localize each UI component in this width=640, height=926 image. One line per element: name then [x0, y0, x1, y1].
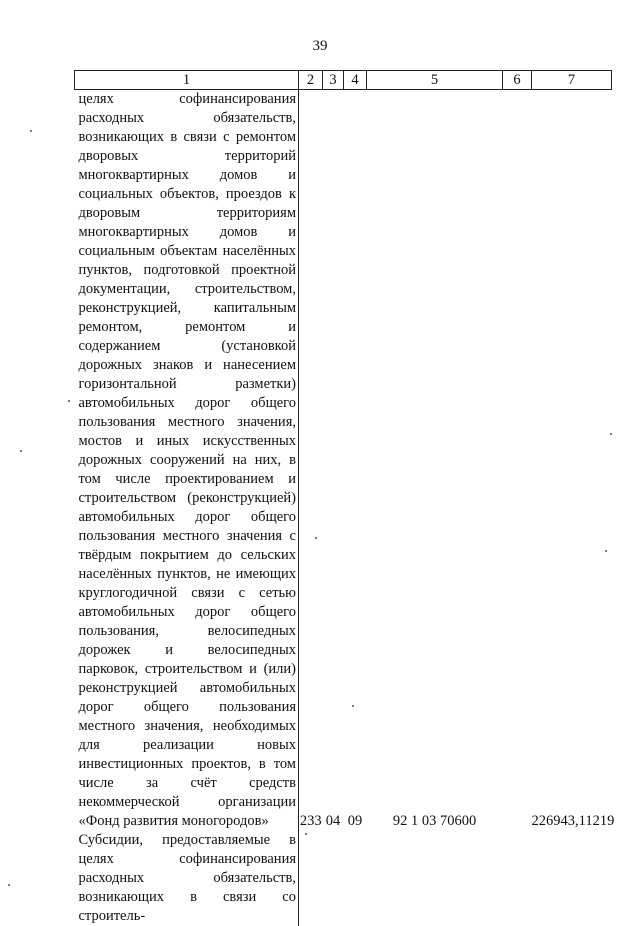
row-code-subsection: 09 — [347, 813, 363, 829]
scan-speck — [30, 130, 32, 132]
table-row — [75, 831, 612, 926]
scan-speck — [605, 550, 607, 552]
row-amount — [532, 831, 612, 926]
scan-speck — [8, 884, 10, 886]
row-code-subsection — [344, 831, 367, 926]
row-code-section: 04 — [325, 813, 341, 829]
row-code-section — [323, 831, 344, 926]
column-header-5: 5 — [367, 71, 503, 90]
row-code-target: 92 1 03 70600 — [392, 813, 477, 829]
scan-speck — [305, 833, 307, 835]
row-name: целях софинансирования расходных обязательств, возникающих в связи с ремонтом дворовых территорий многоквартирных домов и социальных объектов, проездов к дворовым территориям многоквартирных домов и социальным объектам населённых пунктов, подготовкой проектной документации, строительством, реконструкцией, капитальным ремонтом, ремонтом и содержанием (установкой дорожных знаков и нанесением горизонтальной разметки) автомобильных дорог общего пользования местного значения, мостов и иных искусственных дорожных сооружений на них, в том числе проектированием и строительством (реконструкцией) автомобильных дорог общего пользования местного значения с твёрдым покрытием до сельских населённых пунктов, не имеющих круглогодичной связи с сетью автомобильных дорог общего пользования, велосипедных дорожек и велосипедных парковок, строительством и (или) реконструкцией автомобильных дорог общего пользования местного значения, необходимых для реализации новых инвестиционных проектов, в том числе за счёт средств некоммерческой организации «Фонд развития моногородов» — [75, 90, 299, 832]
scan-speck — [352, 705, 354, 707]
row-code-expense — [503, 90, 532, 832]
row-code-ministry — [299, 831, 323, 926]
scan-speck — [20, 450, 22, 452]
row-amount: 226943,11219 — [531, 813, 615, 829]
page-number: 39 — [312, 38, 328, 54]
column-header-4: 4 — [344, 71, 367, 90]
column-header-2: 2 — [299, 71, 323, 90]
column-header-7: 7 — [532, 71, 612, 90]
column-header-6: 6 — [503, 71, 532, 90]
row-name: Субсидии, предоставляемые в целях софинансирования расходных обязательств, возникающих в связи со строитель- — [75, 831, 299, 926]
row-code-target — [367, 831, 503, 926]
header-row — [75, 71, 612, 90]
row-code-expense — [503, 831, 532, 926]
table-row — [75, 90, 612, 832]
row-code-ministry: 233 — [299, 813, 322, 829]
scan-speck — [68, 400, 70, 402]
scan-speck — [610, 433, 612, 435]
budget-table — [74, 70, 615, 926]
scan-speck — [315, 537, 317, 539]
column-header-1: 1 — [75, 71, 299, 90]
column-header-3: 3 — [323, 71, 344, 90]
